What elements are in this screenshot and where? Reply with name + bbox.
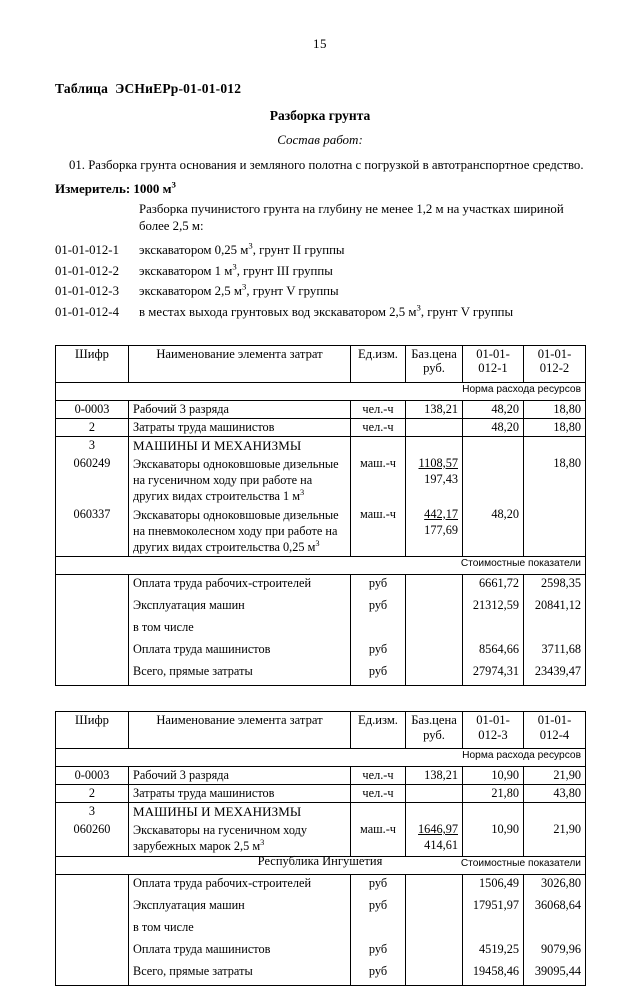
cell-code — [56, 941, 129, 963]
header-price-line1: Баз.цена — [411, 713, 457, 728]
header-price-line2: руб. — [423, 361, 445, 376]
table-row-machines-header — [56, 436, 586, 455]
code-text — [139, 302, 585, 323]
cell-code — [56, 874, 129, 897]
cell-name: Затраты труда машинистов — [129, 418, 351, 436]
cell-unit: руб — [351, 663, 406, 686]
cell-name-text: Экскаваторы одноковшовые дизельные на гусеничном ходу при работе на других видах строительства 1 м — [133, 456, 339, 504]
cell-value-2: 18,80 — [524, 455, 586, 506]
cell-value-1: 1506,49 — [463, 874, 524, 897]
cell-unit: руб — [351, 897, 406, 919]
table-row-machines-header — [56, 803, 586, 822]
cell-name — [129, 506, 351, 557]
cell-price — [406, 919, 463, 941]
code-text — [139, 261, 585, 282]
table-row — [56, 785, 586, 803]
work-description: Разборка пучинистого грунта на глубину не менее 1,2 м на участках шириной более 2,5 м: — [139, 202, 564, 234]
table-header-row — [56, 345, 586, 382]
cell-price — [406, 575, 463, 598]
header-cell-col2: 01-01-012-4 — [524, 712, 586, 749]
cell-name: Эксплуатация машин — [129, 597, 351, 619]
cell-code: 060249 — [56, 455, 129, 506]
cell-value-1: 10,90 — [463, 767, 524, 785]
cell-unit — [351, 803, 406, 822]
cell-name: Оплата труда рабочих-строителей — [129, 575, 351, 598]
header-price-line1: Баз.цена — [411, 346, 457, 361]
list-item — [55, 261, 585, 282]
cell-price — [406, 619, 463, 641]
code-text-b: , грунт V группы — [246, 284, 339, 299]
table-row — [56, 874, 586, 897]
cell-machines-title: МАШИНЫ И МЕХАНИЗМЫ — [129, 436, 351, 455]
section-row-norms — [56, 749, 586, 767]
code-id: 01-01-012-1 — [55, 243, 119, 258]
code-list — [55, 240, 585, 323]
document-title: Разборка грунта — [269, 108, 371, 123]
header-cell-unit: Ед.изм. — [351, 345, 406, 382]
cell-price-upper: 442,17 — [424, 506, 458, 521]
cell-value-1: 6661,72 — [463, 575, 524, 598]
table-row — [56, 418, 586, 436]
cell-name-text: Экскаваторы одноковшовые дизельные на пневмоколесном ходу при работе на других видах строительства 0,25 м — [133, 507, 339, 554]
cell-price — [406, 941, 463, 963]
cell-code: 060260 — [56, 821, 129, 856]
works-composition-line: 01. Разборка грунта основания и земляного полотна с погрузкой в автотранспортное средство. — [69, 158, 584, 172]
cell-name-superscript: 3 — [315, 538, 320, 548]
cell-price — [406, 506, 463, 557]
table-row-total — [56, 663, 586, 686]
cell-price-upper: 1108,57 — [418, 455, 458, 470]
cell-value-2: 18,80 — [524, 418, 586, 436]
header-cell-col1: 01-01-012-3 — [463, 712, 524, 749]
cell-value-1: 8564,66 — [463, 641, 524, 663]
cell-name: Всего, прямые затраты — [129, 663, 351, 686]
table-label — [55, 81, 585, 97]
cell-value-2: 20841,12 — [524, 597, 586, 619]
code-text-a: экскаватором 1 м — [139, 263, 233, 278]
section-label-cost: Стоимостные показатели — [56, 557, 586, 575]
table-label-code: ЭСНиЕРр-01-01-012 — [115, 81, 242, 96]
cell-unit: чел.-ч — [351, 767, 406, 785]
header-cell-price — [406, 345, 463, 382]
cell-name: Оплата труда машинистов — [129, 641, 351, 663]
cell-code — [56, 897, 129, 919]
code-text-b: , грунт V группы — [420, 305, 514, 320]
page-number: 15 — [313, 36, 327, 51]
cell-unit: руб — [351, 641, 406, 663]
header-cell-code: Шифр — [56, 345, 129, 382]
table-header-row — [56, 712, 586, 749]
cell-price — [406, 821, 463, 856]
cell-price-lower: 177,69 — [424, 522, 458, 537]
table-row-total — [56, 963, 586, 986]
cell-code: 060337 — [56, 506, 129, 557]
cell-name: Рабочий 3 разряда — [129, 767, 351, 785]
cell-name — [129, 455, 351, 506]
header-cell-price — [406, 712, 463, 749]
cell-name-text: Экскаваторы на гусеничном ходу зарубежных марок 2,5 м — [133, 823, 308, 854]
table-row — [56, 897, 586, 919]
cell-value-1 — [463, 436, 524, 455]
header-cell-unit: Ед.изм. — [351, 712, 406, 749]
cell-value-2: 18,80 — [524, 400, 586, 418]
cell-value-1: 17951,97 — [463, 897, 524, 919]
cell-value-1: 27974,31 — [463, 663, 524, 686]
cell-code: 3 — [56, 803, 129, 822]
list-item — [55, 281, 585, 302]
header-cell-col2: 01-01-012-2 — [524, 345, 586, 382]
cell-code — [56, 641, 129, 663]
cell-value-2: 39095,44 — [524, 963, 586, 986]
code-text — [139, 281, 585, 302]
cell-price — [406, 455, 463, 506]
code-id: 01-01-012-4 — [55, 305, 119, 320]
cell-price-lower: 414,61 — [424, 838, 458, 853]
cell-value-1: 21,80 — [463, 785, 524, 803]
cell-code — [56, 597, 129, 619]
cell-unit: чел.-ч — [351, 418, 406, 436]
cell-name: в том числе — [129, 619, 351, 641]
cell-value-1 — [463, 455, 524, 506]
cell-name: Эксплуатация машин — [129, 897, 351, 919]
header-cell-code: Шифр — [56, 712, 129, 749]
cost-table-1 — [55, 345, 586, 686]
cell-name: Затраты труда машинистов — [129, 785, 351, 803]
cell-value-2 — [524, 803, 586, 822]
cell-value-2: 21,90 — [524, 767, 586, 785]
cell-value-2: 9079,96 — [524, 941, 586, 963]
measure-label: Измеритель: — [55, 181, 131, 196]
code-superscript: 3 — [416, 302, 421, 313]
cell-code: 0-0003 — [56, 400, 129, 418]
table-row — [56, 767, 586, 785]
cell-unit: руб — [351, 963, 406, 986]
cell-value-1: 48,20 — [463, 418, 524, 436]
cell-value-2: 23439,47 — [524, 663, 586, 686]
cell-value-2: 43,80 — [524, 785, 586, 803]
table-row — [56, 400, 586, 418]
cell-name: Оплата труда рабочих-строителей — [129, 874, 351, 897]
cell-name: Рабочий 3 разряда — [129, 400, 351, 418]
cost-table-2 — [55, 711, 586, 985]
cell-price — [406, 641, 463, 663]
cell-value-1 — [463, 619, 524, 641]
code-text-a: в местах выхода грунтовых вод экскаватором 2,5 м — [139, 305, 417, 320]
measure-line — [55, 181, 585, 197]
cell-code — [56, 663, 129, 686]
table-label-prefix: Таблица — [55, 81, 109, 96]
code-text — [139, 240, 585, 261]
cell-code — [56, 963, 129, 986]
cell-price: 138,21 — [406, 767, 463, 785]
cell-price — [406, 785, 463, 803]
code-text-b: , грунт III группы — [236, 263, 333, 278]
measure-value: 1000 м — [133, 181, 172, 196]
cell-value-1: 4519,25 — [463, 941, 524, 963]
cell-value-2: 3026,80 — [524, 874, 586, 897]
code-superscript: 3 — [241, 282, 247, 293]
table-row — [56, 941, 586, 963]
code-text-a: экскаватором 0,25 м — [139, 243, 249, 258]
cell-value-2: 36068,64 — [524, 897, 586, 919]
cell-price-upper: 1646,97 — [418, 822, 458, 837]
cell-name — [129, 821, 351, 856]
cell-value-1: 19458,46 — [463, 963, 524, 986]
cell-name: в том числе — [129, 919, 351, 941]
cell-unit — [351, 619, 406, 641]
cell-value-2 — [524, 436, 586, 455]
code-id: 01-01-012-2 — [55, 263, 119, 278]
cell-value-2: 2598,35 — [524, 575, 586, 598]
code-text-a: экскаватором 2,5 м — [139, 284, 242, 299]
table-row — [56, 506, 586, 557]
table-row — [56, 619, 586, 641]
cell-value-1 — [463, 919, 524, 941]
cell-price — [406, 597, 463, 619]
cell-name: Оплата труда машинистов — [129, 941, 351, 963]
cell-machines-title: МАШИНЫ И МЕХАНИЗМЫ — [129, 803, 351, 822]
cell-price — [406, 803, 463, 822]
cell-value-1: 48,20 — [463, 400, 524, 418]
table-row — [56, 597, 586, 619]
cell-value-2 — [524, 506, 586, 557]
cell-unit: маш.-ч — [351, 455, 406, 506]
header-cell-name: Наименование элемента затрат — [129, 712, 351, 749]
section-row-cost — [56, 557, 586, 575]
cell-price-lower: 197,43 — [424, 471, 458, 486]
cell-unit: чел.-ч — [351, 400, 406, 418]
cell-unit: руб — [351, 597, 406, 619]
cell-code — [56, 919, 129, 941]
cell-unit: маш.-ч — [351, 506, 406, 557]
cell-unit: маш.-ч — [351, 821, 406, 856]
cell-unit — [351, 919, 406, 941]
cell-code — [56, 619, 129, 641]
cell-price — [406, 418, 463, 436]
cell-value-2: 3711,68 — [524, 641, 586, 663]
table-row — [56, 455, 586, 506]
table-row — [56, 821, 586, 856]
cell-price — [406, 436, 463, 455]
cell-unit: руб — [351, 575, 406, 598]
cell-price — [406, 874, 463, 897]
cell-code: 2 — [56, 418, 129, 436]
cell-name: Всего, прямые затраты — [129, 963, 351, 986]
list-item — [55, 240, 585, 261]
section-label-cost: Стоимостные показатели — [56, 856, 586, 874]
cell-code: 0-0003 — [56, 767, 129, 785]
measure-superscript: 3 — [171, 179, 176, 190]
cell-value-1: 10,90 — [463, 821, 524, 856]
cell-value-1 — [463, 803, 524, 822]
section-row-norms — [56, 382, 586, 400]
cell-value-2: 21,90 — [524, 821, 586, 856]
cell-value-2 — [524, 919, 586, 941]
cell-name-superscript: 3 — [300, 488, 305, 498]
cell-code: 2 — [56, 785, 129, 803]
cell-unit — [351, 436, 406, 455]
cell-code: 3 — [56, 436, 129, 455]
cell-value-2 — [524, 619, 586, 641]
works-composition-heading: Состав работ: — [277, 132, 363, 147]
cell-unit: руб — [351, 941, 406, 963]
cell-code — [56, 575, 129, 598]
header-cell-col1: 01-01-012-1 — [463, 345, 524, 382]
code-superscript: 3 — [232, 261, 237, 272]
code-superscript: 3 — [248, 240, 253, 251]
section-label-norms: Норма расхода ресурсов — [56, 382, 586, 400]
table-row — [56, 641, 586, 663]
code-text-b: , грунт II группы — [252, 243, 345, 258]
cell-price — [406, 897, 463, 919]
cell-value-1: 21312,59 — [463, 597, 524, 619]
cell-price — [406, 963, 463, 986]
cell-price — [406, 663, 463, 686]
header-cell-name: Наименование элемента затрат — [129, 345, 351, 382]
table-row — [56, 919, 586, 941]
cell-unit: чел.-ч — [351, 785, 406, 803]
section-label-norms: Норма расхода ресурсов — [56, 749, 586, 767]
code-id: 01-01-012-3 — [55, 284, 119, 299]
cell-unit: руб — [351, 874, 406, 897]
cell-value-1: 48,20 — [463, 506, 524, 557]
cell-price: 138,21 — [406, 400, 463, 418]
list-item — [55, 302, 585, 323]
table-row — [56, 575, 586, 598]
header-price-line2: руб. — [423, 727, 445, 742]
page-footer: Республика Ингушетия — [257, 854, 383, 868]
cell-name-superscript: 3 — [260, 838, 265, 848]
